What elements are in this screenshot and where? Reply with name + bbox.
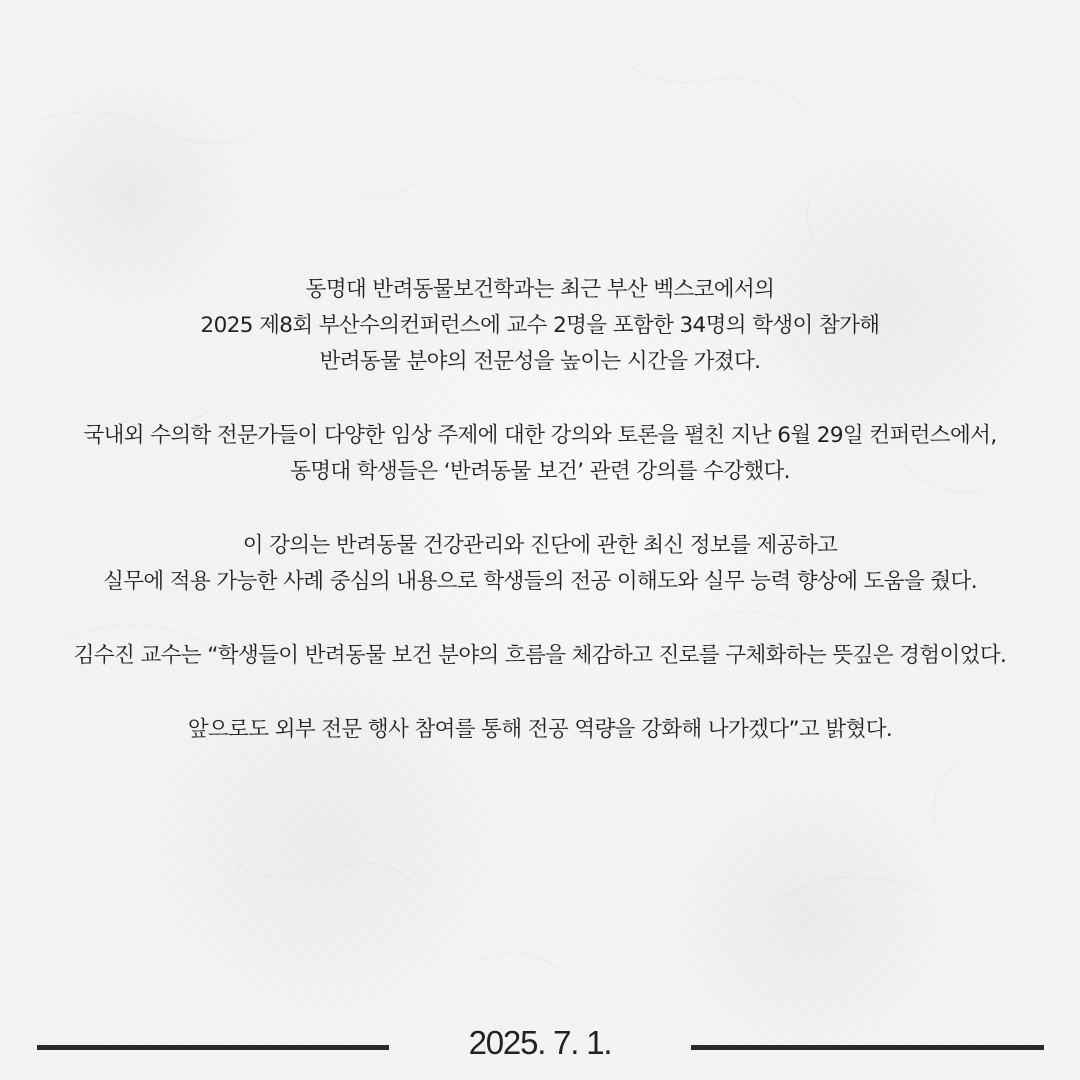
paragraph <box>0 272 1080 380</box>
paragraph-line: 국내외 수의학 전문가들이 다양한 임상 주제에 대한 강의와 토론을 펼친 지난 6월 29일 컨퍼런스에서, <box>83 423 997 448</box>
paragraph-line: 앞으로도 외부 전문 행사 참여를 통해 전공 역량을 강화해 나가겠다”고 밝혔다. <box>187 717 893 742</box>
paragraph-line: 김수진 교수는 “학생들이 반려동물 보건 분야의 흐름을 체감하고 진로를 구체화하는 뜻깊은 경험이었다. <box>73 643 1007 668</box>
footer-divider-right <box>691 1045 1044 1050</box>
paragraph-line: 동명대 반려동물보건학과는 최근 부산 벡스코에서의 <box>305 277 775 302</box>
paragraph <box>0 528 1080 600</box>
paragraph-line: 실무에 적용 가능한 사례 중심의 내용으로 학생들의 전공 이해도와 실무 능력 향상에 도움을 줬다. <box>103 569 977 594</box>
article-body <box>0 272 1080 786</box>
footer <box>0 1022 1080 1072</box>
paragraph-line: 2025 제8회 부산수의컨퍼런스에 교수 2명을 포함한 34명의 학생이 참가해 <box>200 313 880 338</box>
paragraph-line: 이 강의는 반려동물 건강관리와 진단에 관한 최신 정보를 제공하고 <box>242 533 838 558</box>
paragraph-line: 동명대 학생들은 ‘반려동물 보건’ 관련 강의를 수강했다. <box>290 459 790 484</box>
publish-date: 2025. 7. 1. <box>468 1024 612 1061</box>
footer-divider-left <box>37 1045 389 1050</box>
paragraph <box>0 418 1080 490</box>
paragraph <box>0 712 1080 748</box>
paragraph <box>0 638 1080 674</box>
paragraph-line: 반려동물 분야의 전문성을 높이는 시간을 가졌다. <box>319 349 761 374</box>
